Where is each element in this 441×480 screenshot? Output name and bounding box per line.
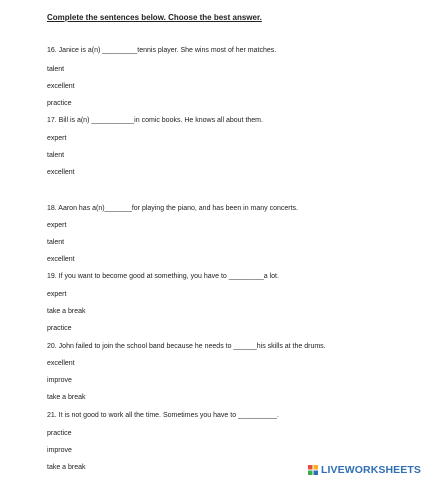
instructions-heading: Complete the sentences below. Choose the best answer. xyxy=(47,13,262,22)
option-18-excellent[interactable]: excellent xyxy=(47,256,75,263)
option-16-talent[interactable]: talent xyxy=(47,66,65,73)
option-16-practice[interactable]: practice xyxy=(47,100,72,107)
question-17: 17. Bill is a(n) ___________in comic books. He knows all about them. xyxy=(47,117,263,124)
liveworksheets-logo xyxy=(308,464,421,476)
question-18: 18. Aaron has a(n)_______for playing the piano, and has been in many concerts. xyxy=(47,205,299,212)
question-20: 20. John failed to join the school band because he needs to ______his skills at the drums. xyxy=(47,343,326,350)
option-17-talent[interactable]: talent xyxy=(47,152,65,159)
option-19-take-a-break[interactable]: take a break xyxy=(47,308,86,315)
option-16-excellent[interactable]: excellent xyxy=(47,83,75,90)
option-17-excellent[interactable]: excellent xyxy=(47,169,75,176)
option-17-expert[interactable]: expert xyxy=(47,135,67,142)
liveworksheets-logo-icon xyxy=(308,465,318,475)
option-21-practice[interactable]: practice xyxy=(47,430,72,437)
question-19: 19. If you want to become good at something, you have to _________a lot. xyxy=(47,273,279,280)
question-21: 21. It is not good to work all the time. Sometimes you have to __________. xyxy=(47,412,279,419)
option-19-expert[interactable]: expert xyxy=(47,291,67,298)
option-21-improve[interactable]: improve xyxy=(47,447,72,454)
option-20-improve[interactable]: improve xyxy=(47,377,72,384)
question-16: 16. Janice is a(n) _________tennis player. She wins most of her matches. xyxy=(47,47,277,54)
option-19-practice[interactable]: practice xyxy=(47,325,72,332)
liveworksheets-logo-text: LIVEWORKSHEETS xyxy=(321,464,421,476)
option-20-take-a-break[interactable]: take a break xyxy=(47,394,86,401)
option-20-excellent[interactable]: excellent xyxy=(47,360,75,367)
option-18-talent[interactable]: talent xyxy=(47,239,65,246)
option-21-take-a-break[interactable]: take a break xyxy=(47,464,86,471)
option-18-expert[interactable]: expert xyxy=(47,222,67,229)
